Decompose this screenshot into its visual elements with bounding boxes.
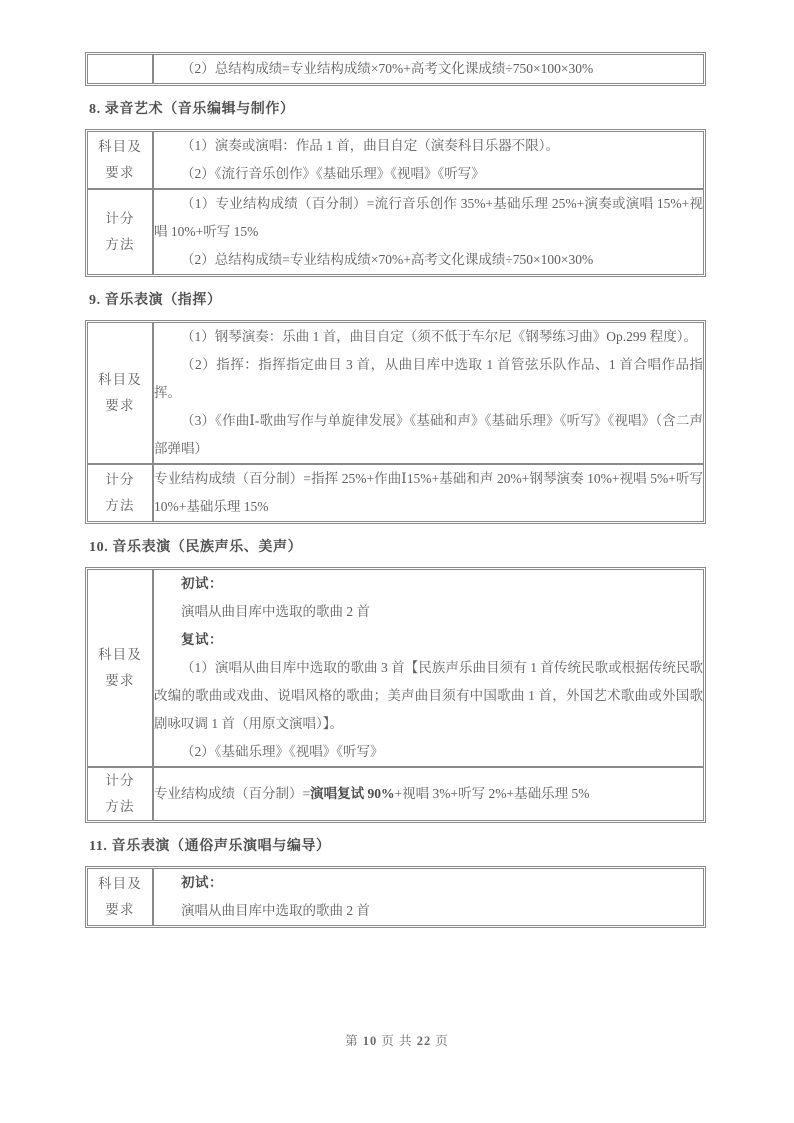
round2-label: 复试： [181,632,223,647]
row-label-text-line1: 科目及 [97,372,143,387]
row-content-subject [153,322,704,464]
row-label-text-line1: 科目及 [97,876,143,891]
table-row-scoring [87,464,704,522]
table-section-8 [85,129,706,277]
content-line-round1-title [154,570,703,598]
row-label-text-line1: 科目及 [97,139,143,154]
footer-prefix: 第 [345,1034,359,1048]
content-line-round2-title [154,626,703,654]
table-section-10 [85,567,706,823]
content-line: （1）演奏或演唱：作品 1 首，曲目自定（演奏科目乐器不限）。 [181,138,559,153]
row-label-text-line2: 要求 [105,673,135,688]
table-row-subject [87,868,704,926]
row-content-scoring [153,464,704,522]
content-line: （1）专业结构成绩（百分制）=流行音乐创作 35%+基础乐理 25%+演奏或演唱 15%+视唱 10%+听写 15% [154,196,703,239]
row-content-subject [153,868,704,926]
content-line: （1）钢琴演奏：乐曲 1 首，曲目自定（须不低于车尔尼《钢琴练习曲》Op.299 程度）。 [181,329,697,344]
row-label-text-line2: 方法 [105,799,135,814]
content-line: 专业结构成绩（百分制）=指挥 25%+作曲Ⅰ15%+基础和声 20%+钢琴演奏 10%+视唱 5%+听写 10%+基础乐理 15% [154,471,703,514]
row-label-scoring [87,767,153,821]
row-label-text-line1: 计分 [105,472,135,487]
content-line: （2）总结构成绩=专业结构成绩×70%+高考文化课成绩÷750×100×30% [181,252,594,267]
footer-middle: 页 共 [381,1034,413,1048]
row-content-scoring [153,767,704,821]
section-heading-9: 9. 音乐表演（指挥） [89,293,222,308]
scoring-prefix: 专业结构成绩（百分制）= [154,786,311,801]
row-label-scoring [87,189,153,275]
row-content [153,54,704,84]
section-heading-8: 8. 录音艺术（音乐编辑与制作） [89,102,295,117]
table-row [87,54,704,84]
row-label-text-line2: 要求 [105,398,135,413]
footer-page-total: 22 [416,1034,432,1048]
row-label-subject [87,322,153,464]
content-line: （2）指挥：指挥指定曲目 3 首，从曲目库中选取 1 首管弦乐队作品、1 首合唱作品指挥。 [154,357,703,400]
content-line: （2）《流行音乐创作》《基础乐理》《视唱》《听写》 [181,166,485,181]
row-label-text-line2: 方法 [105,498,135,513]
row-label-text-line1: 计分 [105,773,135,788]
row-label-text-line2: 要求 [105,165,135,180]
scoring-emphasis: 演唱复试 90% [310,786,395,801]
section-heading-10: 10. 音乐表演（民族声乐、美声） [89,540,303,555]
page-content [85,52,706,928]
table-row-scoring [87,767,704,821]
page-footer [0,1031,794,1049]
content-line: （1）演唱从曲目库中选取的歌曲 3 首【民族声乐曲目须有 1 首传统民歌或根据传统民歌改编的歌曲或戏曲、说唱风格的歌曲；美声曲目须有中国歌曲 1 首，外国艺术歌曲或外国歌剧咏叹调 1 首（用原文演唱）】。 [154,660,703,731]
content-line: （2）总结构成绩=专业结构成绩×70%+高考文化课成绩÷750×100×30% [181,61,594,76]
scoring-suffix: +视唱 3%+听写 2%+基础乐理 5% [394,786,590,801]
row-label-text-line2: 要求 [105,902,135,917]
table-section-9 [85,320,706,524]
content-line-scoring-rich [154,780,703,808]
row-content-scoring [153,189,704,275]
section-heading-11: 11. 音乐表演（通俗声乐演唱与编导） [89,839,331,854]
row-label-subject [87,569,153,767]
content-line: （3）《作曲Ⅰ-歌曲写作与单旋律发展》《基础和声》《基础乐理》《听写》《视唱》（含二声部弹唱） [154,413,703,456]
row-label-text-line1: 科目及 [97,647,143,662]
row-label-text-line2: 方法 [105,237,135,252]
table-row-scoring [87,189,704,275]
table-continued-fragment [85,52,706,86]
table-row-subject [87,131,704,189]
table-row-subject [87,322,704,464]
row-label-subject [87,868,153,926]
content-line: 演唱从曲目库中选取的歌曲 2 首 [181,604,370,619]
row-label-scoring [87,464,153,522]
footer-page-number: 10 [362,1034,378,1048]
content-line: （2）《基础乐理》《视唱》《听写》 [181,744,384,759]
row-label-subject [87,131,153,189]
round1-label: 初试： [181,875,223,890]
footer-suffix: 页 [435,1034,449,1048]
row-content-subject [153,569,704,767]
round1-label: 初试： [181,576,223,591]
row-label-empty [87,54,153,84]
table-row-subject [87,569,704,767]
row-label-text-line1: 计分 [105,211,135,226]
row-content-subject [153,131,704,189]
content-line: 演唱从曲目库中选取的歌曲 2 首 [181,903,370,918]
table-section-11 [85,866,706,928]
content-line-round1-title [154,869,703,897]
